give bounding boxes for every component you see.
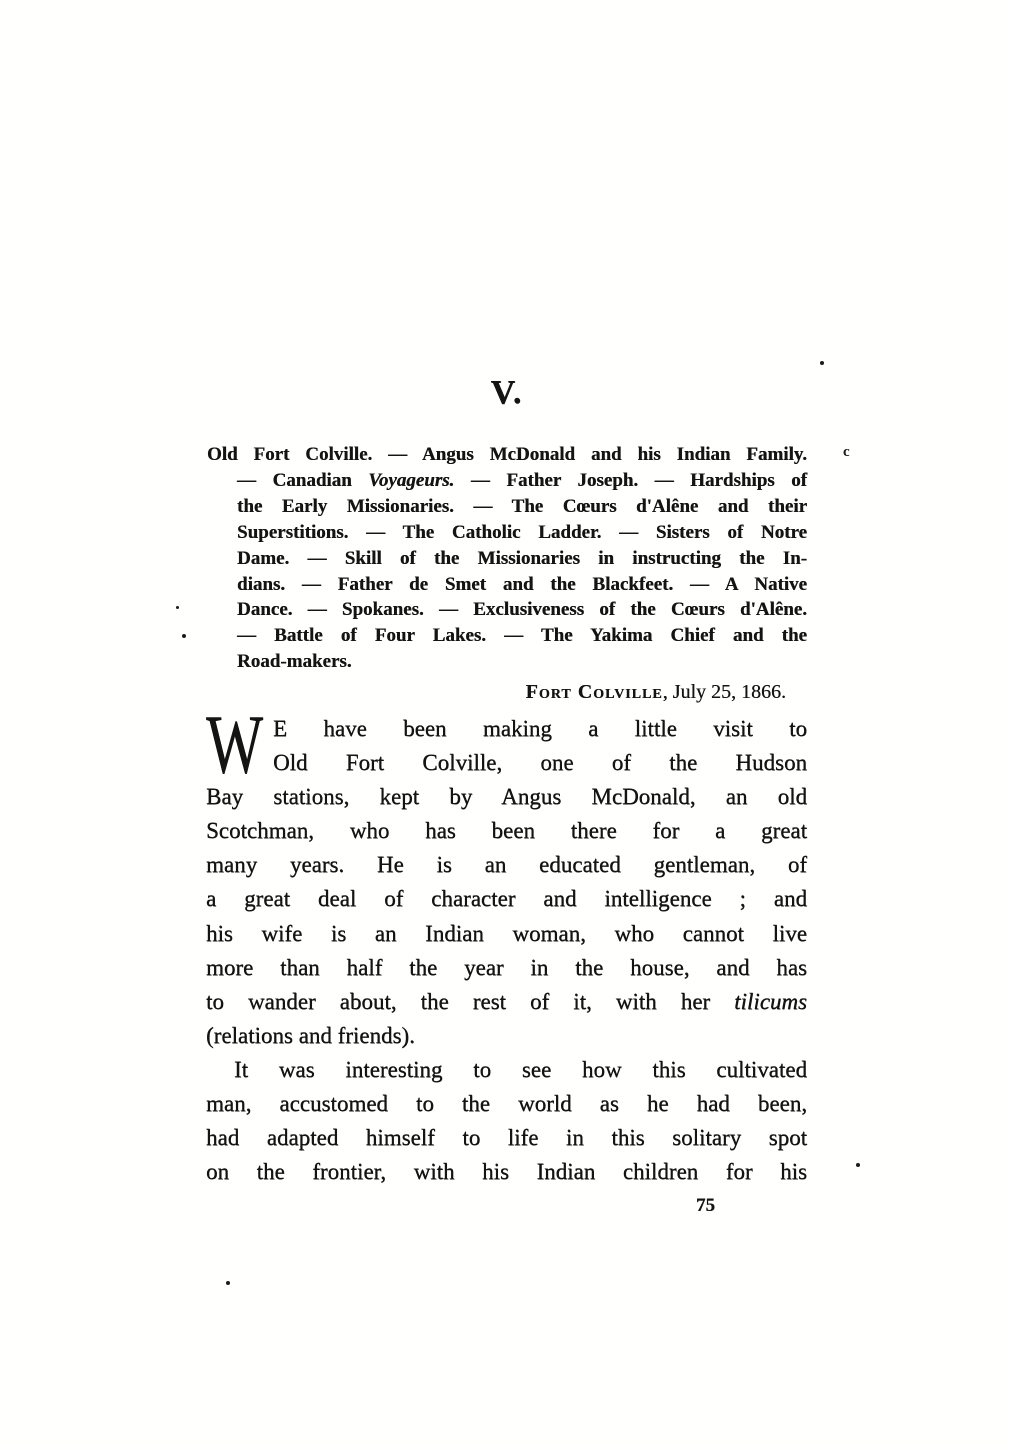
text-segment: — Canadian bbox=[237, 469, 369, 491]
text-segment: his wife is an Indian woman, who cannot live bbox=[206, 920, 807, 946]
summary-line bbox=[207, 597, 807, 623]
text-segment: to wander about, the rest of it, with her bbox=[206, 988, 735, 1014]
body-text-line bbox=[206, 746, 807, 780]
scan-speck bbox=[820, 361, 824, 365]
text-segment: Old Fort Colville. — Angus McDonald and his Indian Family. bbox=[207, 444, 807, 465]
drop-cap: W bbox=[206, 698, 264, 791]
text-segment: on the frontier, with his Indian children for his bbox=[206, 1159, 807, 1185]
scan-artifact-mark: c bbox=[843, 444, 850, 460]
text-segment: It was interesting to see how this cultivated bbox=[234, 1056, 807, 1082]
text-segment: (relations and friends). bbox=[206, 1022, 415, 1048]
chapter-heading: V. bbox=[490, 374, 524, 411]
body-text-line bbox=[206, 1019, 807, 1053]
scan-speck bbox=[176, 606, 179, 609]
body-text-line bbox=[206, 985, 807, 1019]
text-segment: — Battle of Four Lakes. — The Yakima Chief and the bbox=[237, 625, 807, 647]
text-segment: a great deal of character and intelligence ; and bbox=[206, 886, 807, 912]
text-segment: Road-makers. bbox=[237, 651, 352, 673]
summary-line bbox=[207, 494, 807, 520]
text-segment: Old Fort Colville, one of the Hudson bbox=[273, 750, 807, 776]
summary-line bbox=[207, 442, 807, 468]
scan-speck bbox=[182, 634, 186, 638]
text-segment: Bay stations, kept by Angus McDonald, an old bbox=[206, 784, 807, 810]
body-text-line bbox=[206, 882, 807, 916]
scan-speck bbox=[856, 1163, 860, 1167]
dateline bbox=[207, 681, 807, 704]
text-segment: E have been making a little visit to bbox=[273, 716, 807, 741]
body-text bbox=[206, 698, 807, 1189]
text-segment: had adapted himself to life in this solitary spot bbox=[206, 1125, 807, 1151]
dateline-place: Fort Colville bbox=[525, 681, 663, 703]
text-segment: Dame. — Skill of the Missionaries in instructing the In- bbox=[237, 547, 807, 569]
text-segment: Dance. — Spokanes. — Exclusiveness of the Cœurs d'Alêne. bbox=[237, 599, 807, 621]
summary-line bbox=[207, 468, 807, 494]
summary-line bbox=[207, 649, 807, 675]
text-segment: dians. — Father de Smet and the Blackfeet. — A Native bbox=[237, 573, 807, 595]
text-segment: Superstitions. — The Catholic Ladder. — Sisters of Notre bbox=[237, 521, 807, 543]
italic-text: tilicums bbox=[734, 988, 807, 1014]
text-segment: many years. He is an educated gentleman, of bbox=[206, 852, 807, 878]
text-segment: Scotchman, who has been there for a great bbox=[206, 818, 807, 844]
text-segment: man, accustomed to the world as he had been, bbox=[206, 1091, 807, 1117]
body-text-line bbox=[206, 1087, 807, 1121]
body-text-line bbox=[206, 951, 807, 985]
body-text-line bbox=[206, 780, 807, 814]
body-text-line bbox=[206, 1121, 807, 1155]
text-segment: more than half the year in the house, and has bbox=[206, 954, 807, 980]
body-text-line bbox=[206, 1155, 807, 1189]
page-number: 75 bbox=[696, 1195, 715, 1216]
text-segment: — Father Joseph. — Hardships of bbox=[454, 469, 808, 491]
body-text-line bbox=[206, 814, 807, 848]
body-text-line bbox=[206, 1053, 807, 1087]
body-text-line bbox=[206, 917, 807, 951]
body-text-line bbox=[206, 712, 807, 746]
dateline-date: , July 25, 1866. bbox=[662, 681, 786, 703]
summary-line bbox=[207, 546, 807, 572]
summary-line bbox=[207, 520, 807, 546]
summary-line bbox=[207, 623, 807, 649]
text-segment: the Early Missionaries. — The Cœurs d'Alêne and their bbox=[237, 495, 807, 517]
body-text-line bbox=[206, 848, 807, 882]
italic-text: Voyageurs. bbox=[368, 469, 455, 491]
scan-speck bbox=[226, 1281, 230, 1285]
summary-line bbox=[207, 572, 807, 598]
chapter-summary bbox=[207, 442, 807, 675]
